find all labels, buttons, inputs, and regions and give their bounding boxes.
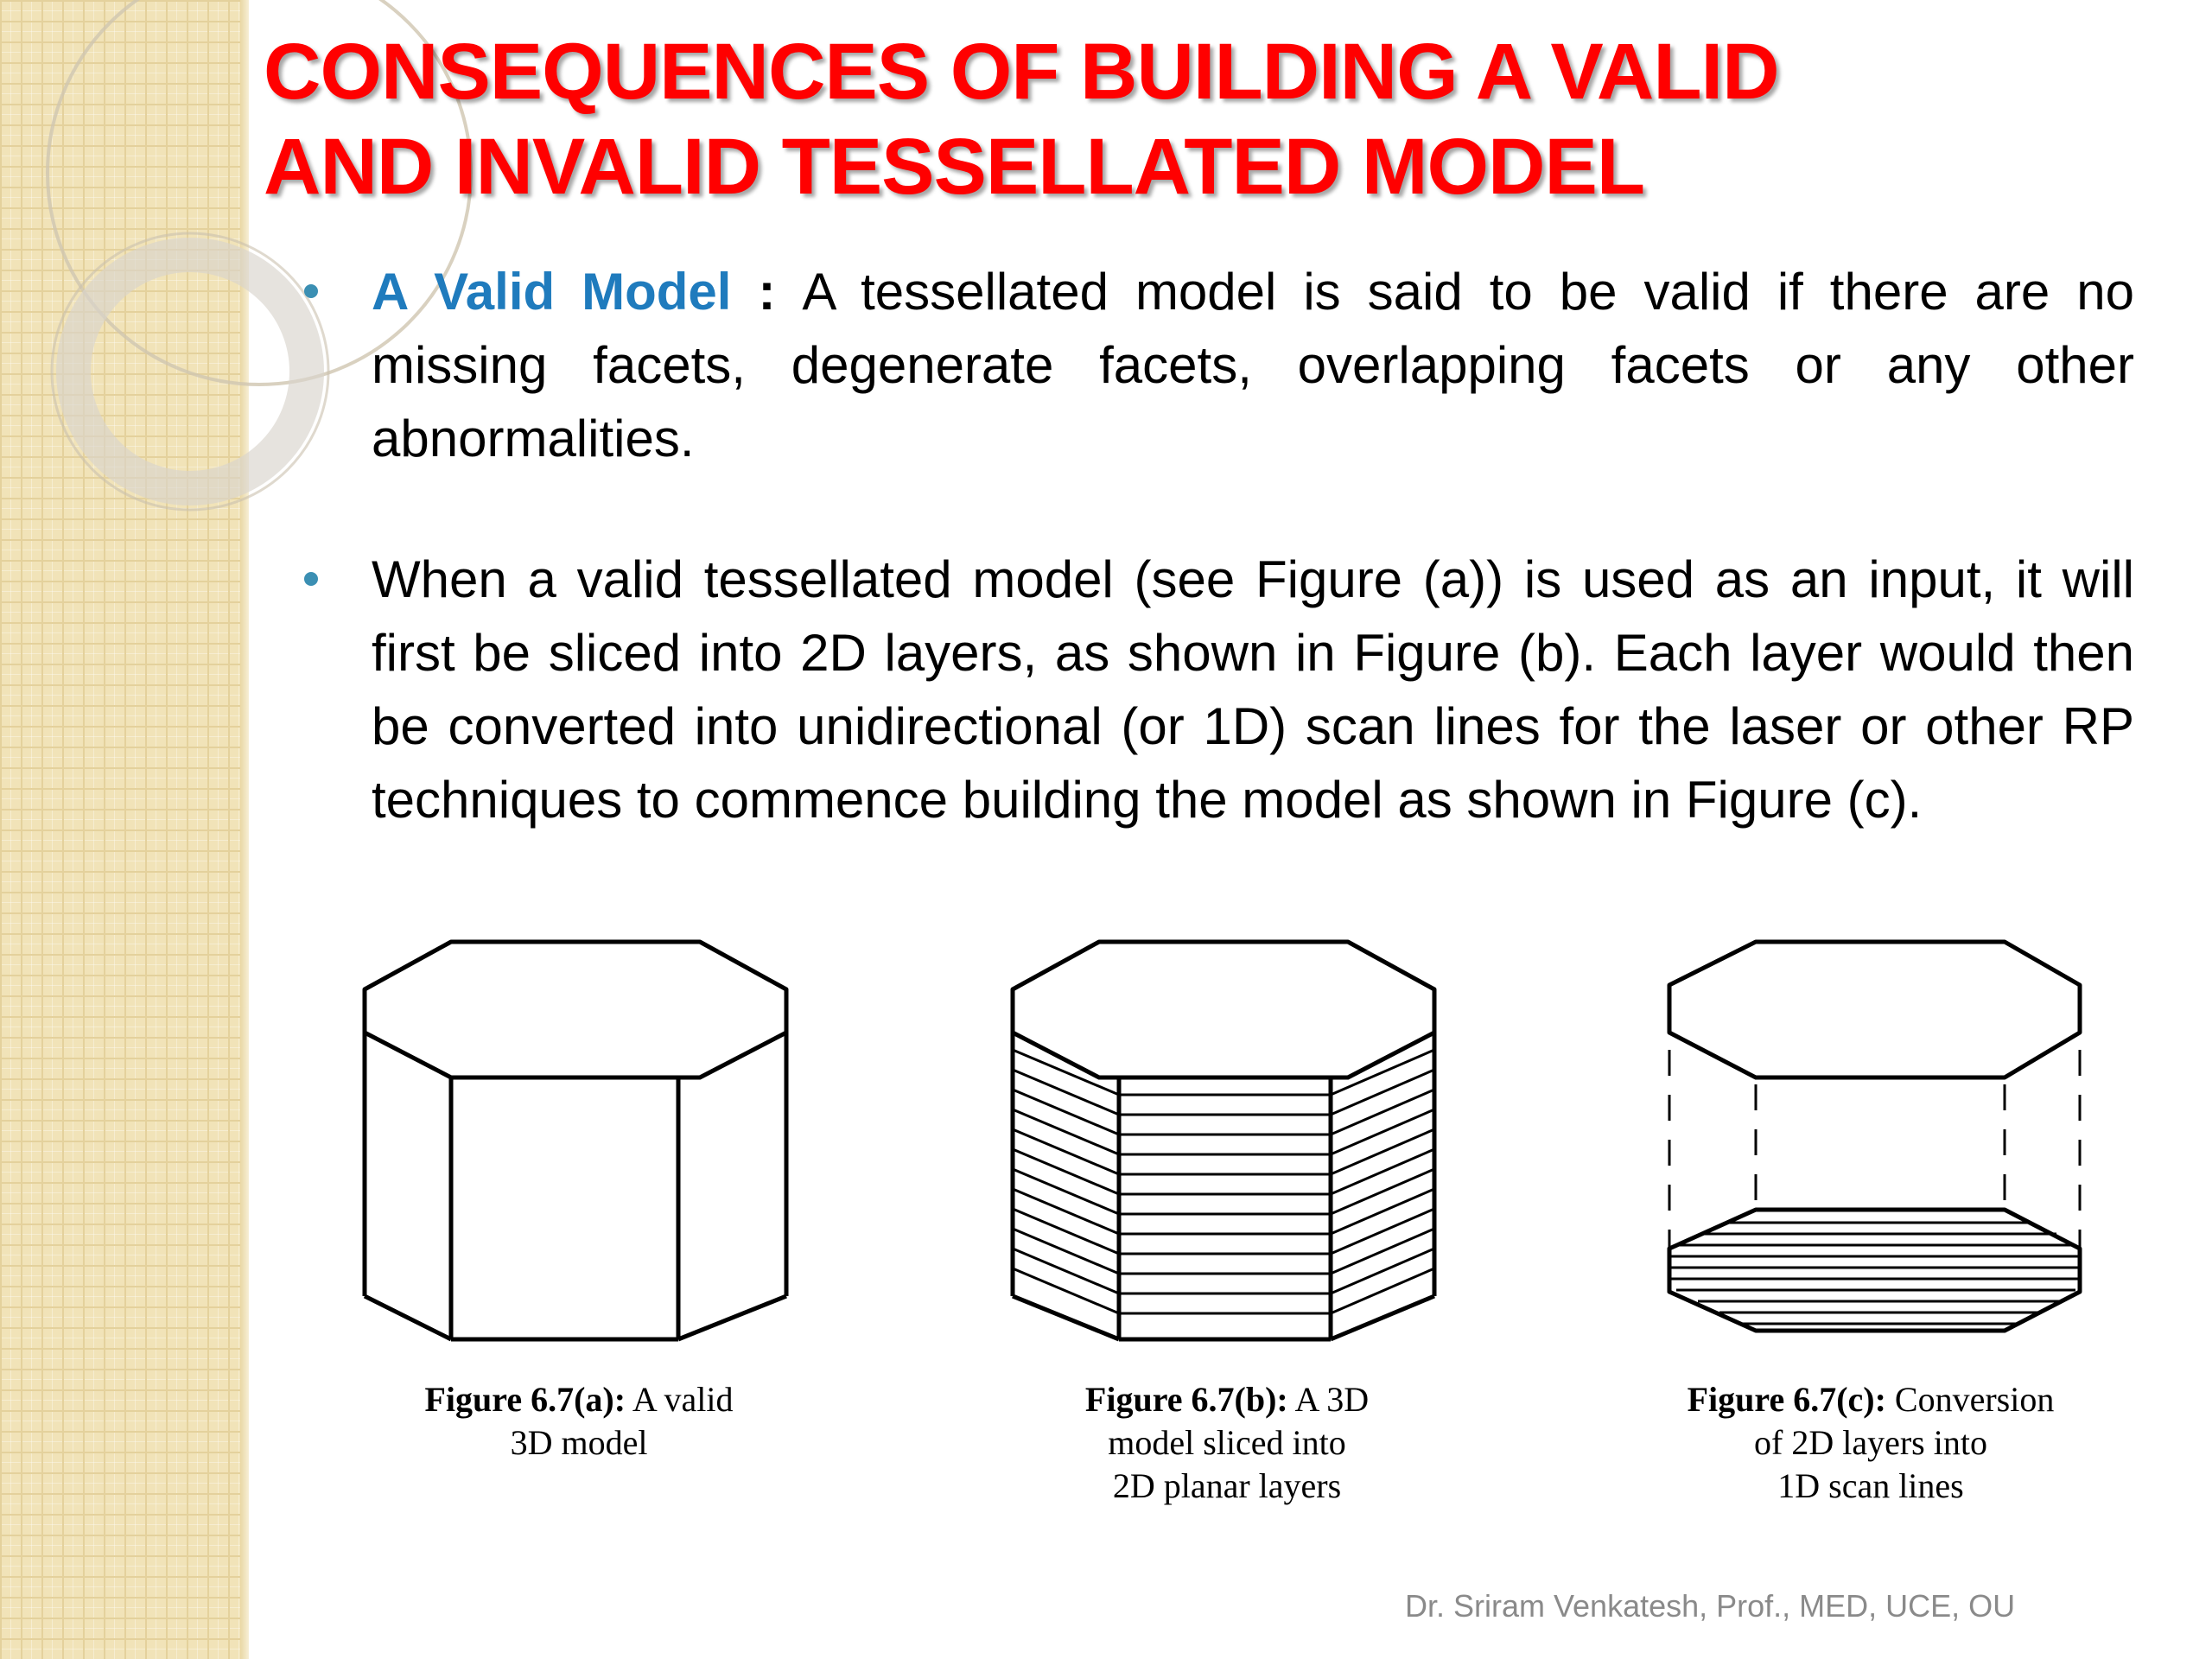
- bullet-dot-icon: [304, 284, 318, 298]
- bullet-text: When a valid tessellated model (see Figure (a)) is used as an input, it will first be sliced into 2D layers, as shown in Figure (b). Each layer would then be converted into unidirectional (or 1D) scan lines for the laser or other RP techniques to commence building the model as shown in Figure (c).: [372, 550, 2134, 829]
- footer-credit: Dr. Sriram Venkatesh, Prof., MED, UCE, OU: [1405, 1588, 2016, 1624]
- title-line-2: AND INVALID TESSELLATED MODEL: [264, 123, 1645, 211]
- caption-line: [976, 1378, 1478, 1421]
- bullet-valid-model: [372, 255, 2134, 475]
- caption-figure-b: [976, 1378, 1478, 1508]
- caption-line: [328, 1378, 830, 1421]
- figure-b-drawing: [1002, 938, 1452, 1361]
- figure-c-scan-lines: [1659, 938, 2108, 1361]
- bullet-text: A tessellated model is said to be valid if there are no missing facets, degenerate facets, overlapping facets or any other abnormalities.: [372, 263, 2134, 467]
- caption-line: 1D scan lines: [1777, 1466, 1964, 1505]
- caption-line: 3D model: [510, 1423, 648, 1462]
- caption-text: A 3D: [1287, 1380, 1370, 1419]
- caption-label: Figure 6.7(c):: [1687, 1380, 1886, 1419]
- bullet-term: A Valid Model: [372, 263, 732, 321]
- figure-b-sliced-model: [1002, 938, 1452, 1361]
- caption-text: A valid: [626, 1380, 734, 1419]
- caption-text: Conversion: [1885, 1380, 2055, 1419]
- slide-title: [264, 24, 2121, 214]
- caption-line: model sliced into: [1108, 1423, 1346, 1462]
- title-line-1: CONSEQUENCES OF BUILDING A VALID: [264, 28, 1779, 116]
- caption-line: 2D planar layers: [1112, 1466, 1342, 1505]
- bullet-dot-icon: [304, 572, 318, 586]
- caption-label: Figure 6.7(b):: [1084, 1380, 1288, 1419]
- caption-line: of 2D layers into: [1754, 1423, 1987, 1462]
- figure-a-valid-model: [354, 938, 804, 1361]
- figure-c-drawing: [1659, 938, 2108, 1361]
- caption-figure-a: [328, 1378, 830, 1465]
- bullet-colon: :: [731, 263, 803, 321]
- caption-label: Figure 6.7(a):: [424, 1380, 626, 1419]
- caption-line: [1586, 1378, 2156, 1421]
- figure-a-drawing: [354, 938, 804, 1361]
- caption-figure-c: [1586, 1378, 2156, 1508]
- bullet-slicing-process: [372, 543, 2134, 836]
